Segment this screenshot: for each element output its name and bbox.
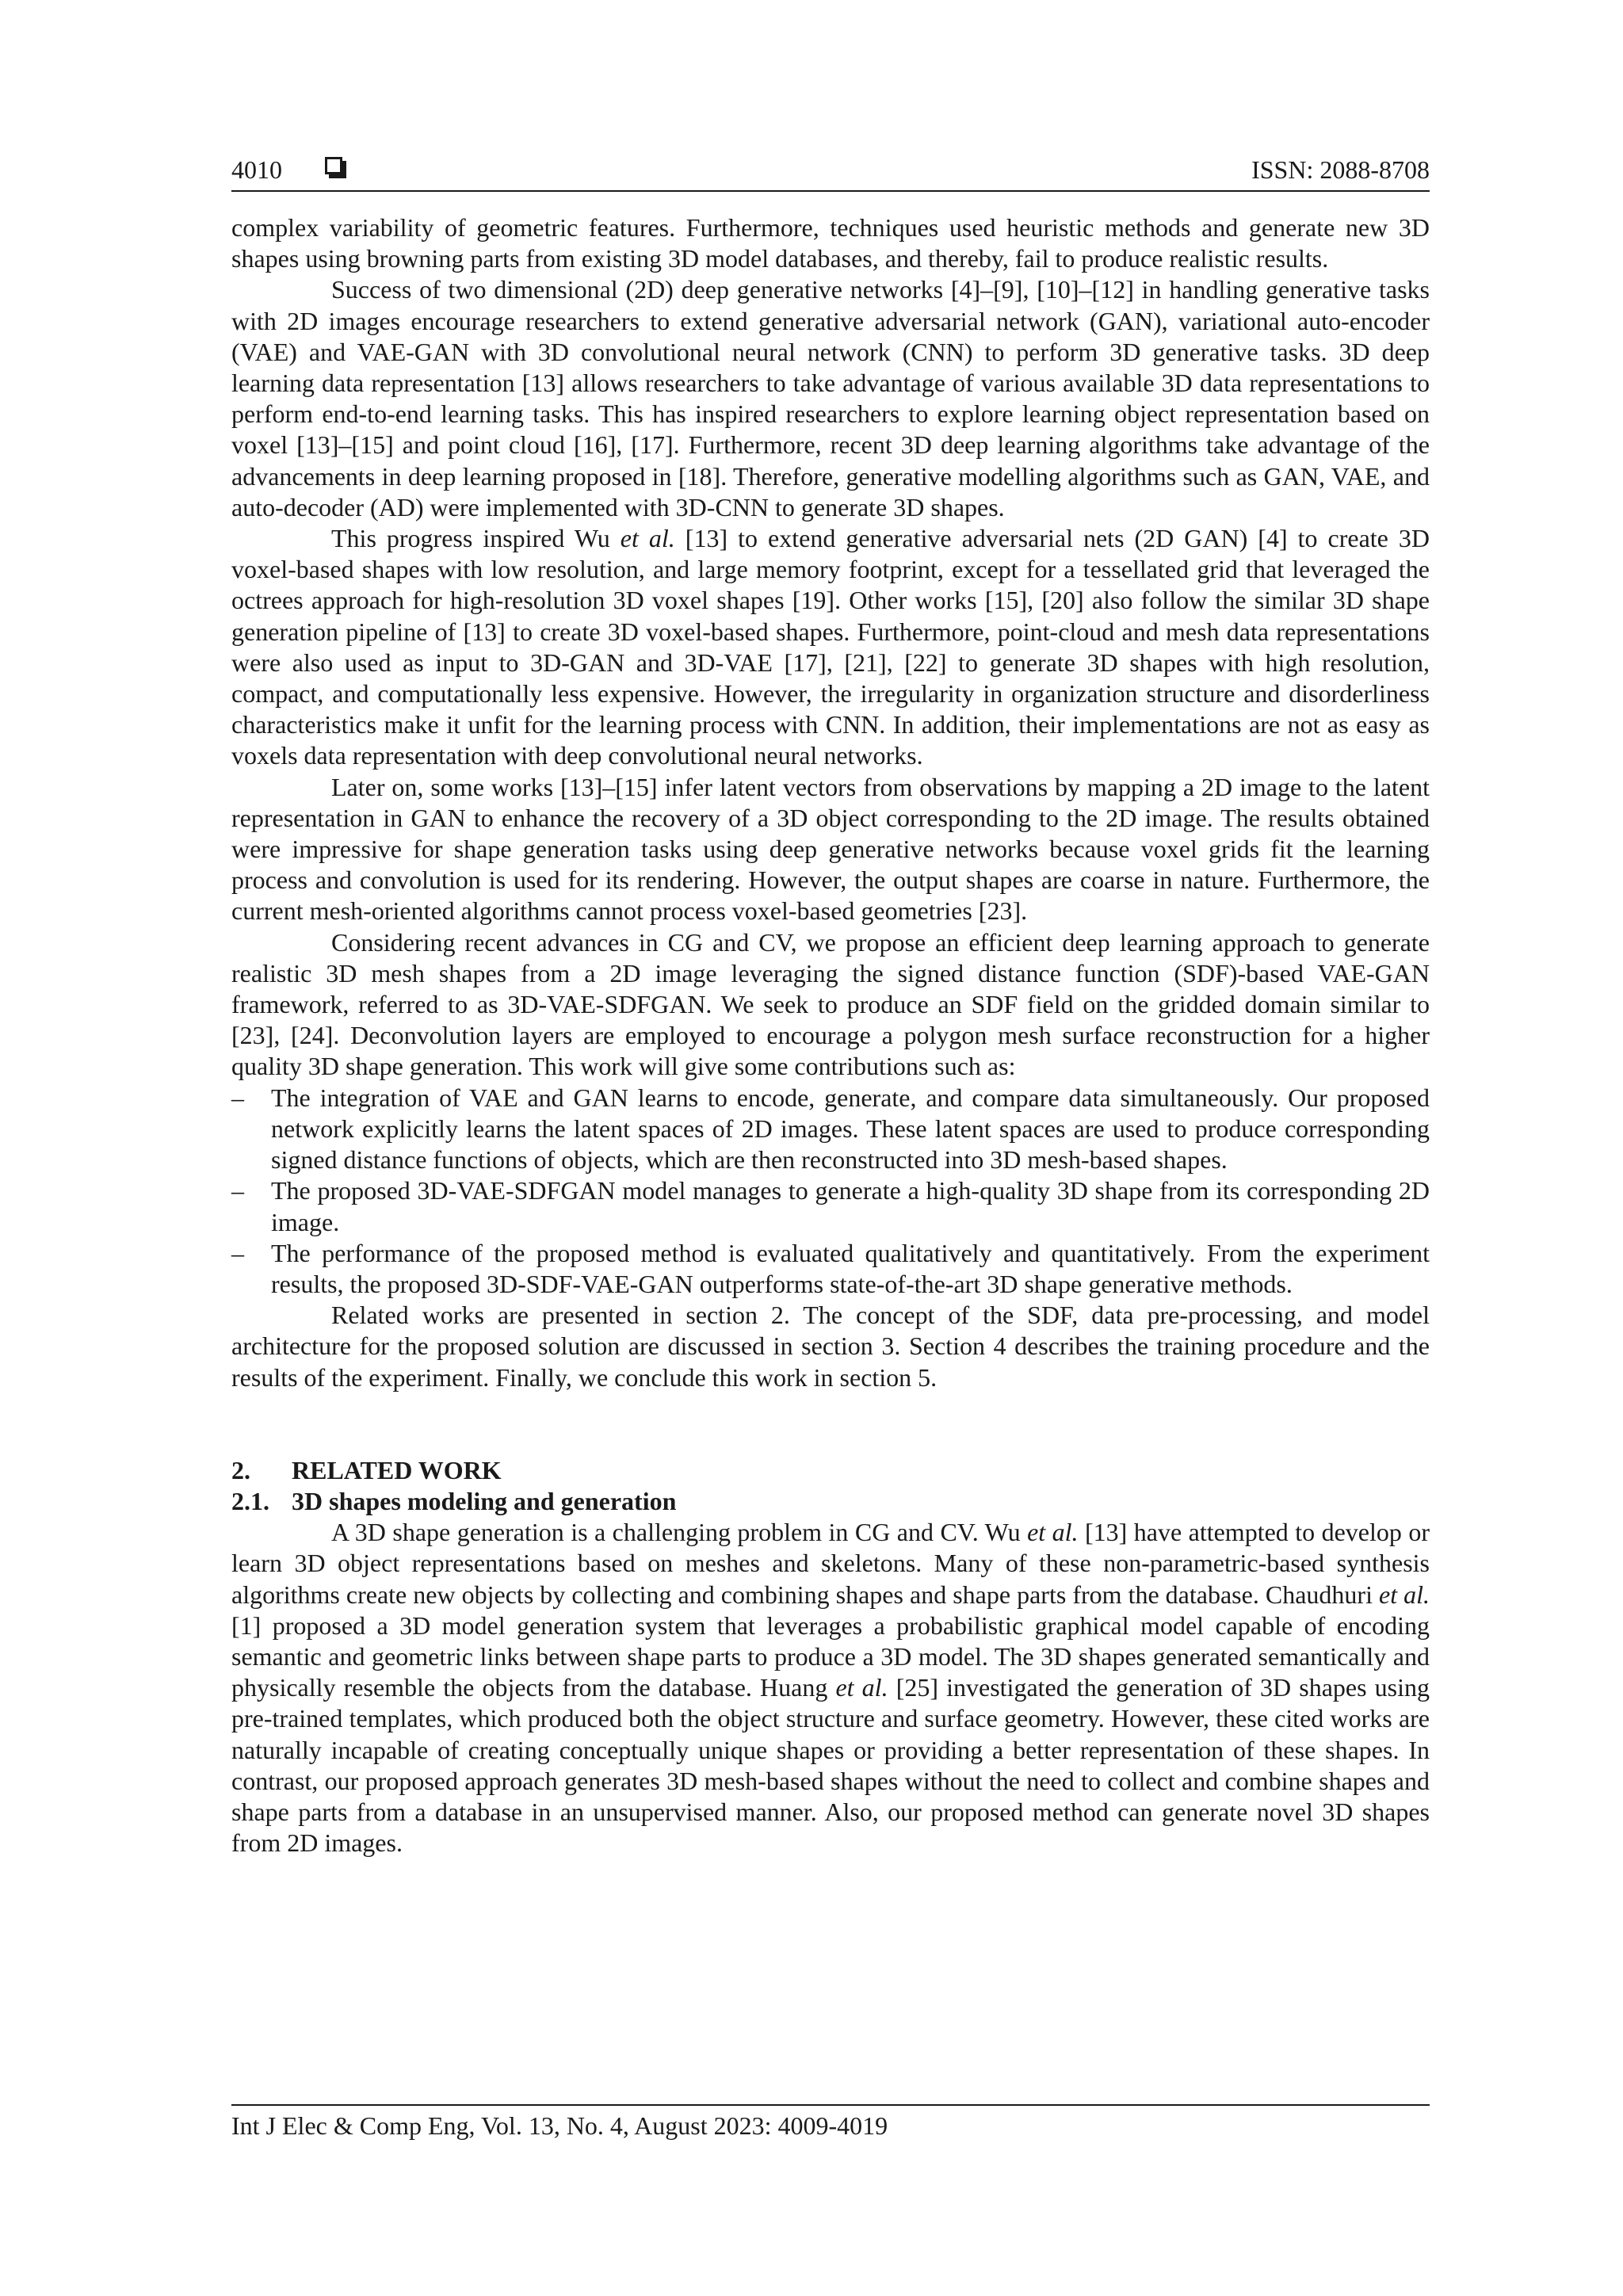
dash-bullet-icon: – — [231, 1083, 244, 1112]
paragraph-wu-progress: This progress inspired Wu et al. [13] to extend generative adversarial nets (2D GAN) [4] to create 3D voxel-based shapes with low resolution, and large memory footprint, except for a tessellated grid that leveraged the octrees approach for high-resolution 3D voxel shapes [19]. Other works [15], [20] also follow the similar 3D shape generation pipeline of [13] to create 3D voxel-based shapes. Furthermore, point-cloud and mesh data representations were also used as input to 3D-GAN and 3D-VAE [17], [21], [22] to generate 3D shapes with high resolution, compact, and computationally less expensive. However, the irregularity in organization structure and disorderliness characteristics make it unfit for the learning process with CNN. In addition, their implementations are not as easy as voxels data representation with deep convolutional neural networks. — [231, 524, 1430, 770]
paragraph-latent-vectors: Later on, some works [13]–[15] infer latent vectors from observations by mapping a 2D image to the latent representation in GAN to enhance the recovery of a 3D object corresponding to the 2D image. The results obtained were impressive for shape generation tasks using deep generative networks because voxel grids fit the learning process and convolution is used for its rendering. However, the output shapes are coarse in nature. Furthermore, the current mesh-oriented algorithms cannot process voxel-based geometries [23]. — [231, 772, 1430, 926]
article-body — [231, 212, 1430, 1859]
list-item: – The integration of VAE and GAN learns to encode, generate, and compare data simultaneously. Our proposed network explicitly learns the latent spaces of 2D images. These latent spaces are used to produce corresponding signed distance functions of objects, which are then reconstructed into 3D mesh-based shapes. — [231, 1083, 1430, 1175]
section-heading: 2. RELATED WORK — [231, 1455, 502, 1484]
issn-label: ISSN: 2088-8708 — [1251, 155, 1430, 184]
paragraph-proposal: Considering recent advances in CG and CV, we propose an efficient deep learning approach to generate realistic 3D mesh shapes from a 2D image leveraging the signed distance function (SDF)-based VAE-GAN framework, referred to as 3D-VAE-SDFGAN. We seek to produce an SDF field on the gridded domain similar to [23], [24]. Deconvolution layers are employed to encourage a polygon mesh surface reconstruction for a higher quality 3D shape generation. This work will give some contributions such as: — [231, 927, 1430, 1081]
list-item: – The performance of the proposed method is evaluated qualitatively and quantitatively. From the experiment results, the proposed 3D-SDF-VAE-GAN outperforms state-of-the-art 3D shape generative methods. — [231, 1238, 1430, 1298]
paragraph-continued: complex variability of geometric features. Furthermore, techniques used heuristic methods and generate new 3D shapes using browning parts from existing 3D model databases, and thereby, fail to produce realistic results. — [231, 213, 1430, 273]
subsection-heading: 2.1. 3D shapes modeling and generation — [231, 1486, 677, 1515]
contributions-list — [231, 1083, 1430, 1300]
paragraph-related-work: A 3D shape generation is a challenging problem in CG and CV. Wu et al. [13] have attempted to develop or learn 3D object representations based on meshes and skeletons. Many of these non-parametric-based synthesis algorithms create new objects by collecting and combining shapes and shape parts from the database. Chaudhuri et al. [1] proposed a 3D model generation system that leverages a probabilistic graphical model capable of encoding semantic and geometric links between shape parts to produce a 3D model. The 3D shapes generated semantically and physically resemble the objects from the database. Huang et al. [25] investigated the generation of 3D shapes using pre-trained templates, which produced both the object structure and surface geometry. However, these cited works are naturally incapable of creating conceptually unique shapes or providing a better representation of these shapes. In contrast, our proposed approach generates 3D mesh-based shapes without the need to collect and combine shapes and shape parts from a database in an unsupervised manner. Also, our proposed method can generate novel 3D shapes from 2D images. — [231, 1518, 1430, 1858]
paragraph-organization: Related works are presented in section 2. The concept of the SDF, data pre-processing, and model architecture for the proposed solution are discussed in section 3. Section 4 describes the training procedure and the results of the experiment. Finally, we conclude this work in section 5. — [231, 1301, 1430, 1392]
journal-citation-footer: Int J Elec & Comp Eng, Vol. 13, No. 4, August 2023: 4009-4019 — [231, 2111, 888, 2140]
running-header — [231, 151, 1430, 190]
header-rule — [231, 190, 1430, 192]
square-ornament-icon — [325, 157, 342, 174]
footer-rule — [231, 2104, 1430, 2106]
paragraph-2d-generative-networks: Success of two dimensional (2D) deep generative networks [4]–[9], [10]–[12] in handling generative tasks with 2D images encourage researchers to extend generative adversarial network (GAN), variational auto-encoder (VAE) and VAE-GAN with 3D convolutional neural network (CNN) to perform 3D generative tasks. 3D deep learning data representation [13] allows researchers to take advantage of various available 3D data representations to perform end-to-end learning tasks. This has inspired researchers to explore learning object representation based on voxel [13]–[15] and point cloud [16], [17]. Furthermore, recent 3D deep learning algorithms take advantage of the advancements in deep learning proposed in [18]. Therefore, generative modelling algorithms such as GAN, VAE, and auto-decoder (AD) were implemented with 3D-CNN to generate 3D shapes. — [231, 275, 1430, 521]
dash-bullet-icon: – — [231, 1238, 244, 1267]
page-number: 4010 — [231, 155, 282, 184]
list-item: – The proposed 3D-VAE-SDFGAN model manages to generate a high-quality 3D shape from its corresponding 2D image. — [231, 1176, 1430, 1236]
dash-bullet-icon: – — [231, 1176, 244, 1205]
